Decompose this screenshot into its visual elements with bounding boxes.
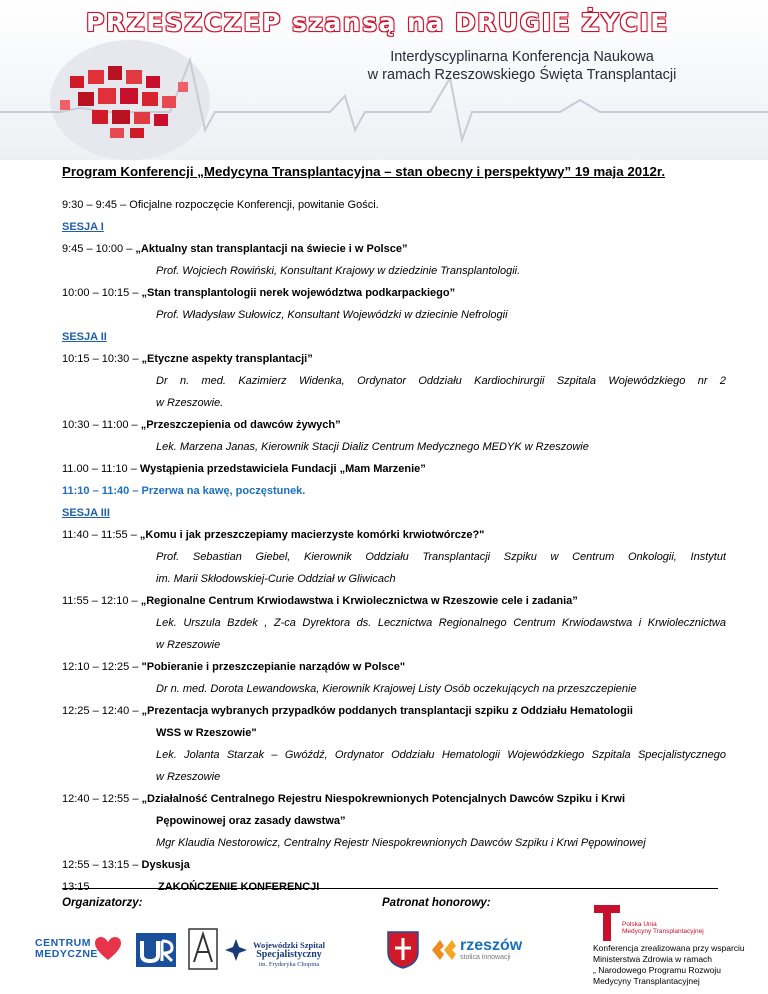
speaker: Mgr Klaudia Nestorowicz, Centralny Rejestr Niespokrewnionych Dawców Szpiku i Krwi Pępowinowej	[156, 837, 646, 849]
logo-subtext: stolica innowacji	[460, 954, 511, 961]
speaker: Prof. Wojciech Rowiński, Konsultant Krajowy w dziedzinie Transplantologii.	[156, 265, 521, 277]
hospital-cross-icon	[224, 938, 248, 962]
speaker: Lek. Jolanta Starzak – Gwóźdź, Ordynator Oddziału Hematologii Wojewódzkiego Szpitala Specjalistycznego	[156, 749, 726, 761]
talk-title: „Przeszczepienia od dawców żywych”	[140, 419, 341, 431]
coat-of-arms-icon	[386, 930, 420, 970]
agenda-time: 10:30 – 11:00 –	[62, 419, 141, 431]
agenda-time: 10:15 – 10:30 –	[62, 353, 142, 365]
agenda-time: 10:00 – 10:15 –	[62, 287, 142, 299]
footer-divider	[62, 888, 718, 889]
talk-title: Wystąpienia przedstawiciela Fundacji „Mam Marzenie”	[139, 463, 426, 475]
subtitle-line: w ramach Rzeszowskiego Święta Transplantacji	[367, 67, 677, 83]
agenda-item	[62, 876, 726, 898]
support-line: Konferencja zrealizowana przy wsparciu	[593, 943, 745, 953]
speaker: Prof. Władysław Sułowicz, Konsultant Wojewódzki w dziecinie Nefrologii	[156, 309, 508, 321]
agenda-item	[62, 700, 726, 722]
university-logo-icon	[136, 933, 176, 967]
agenda-item	[62, 656, 726, 678]
patronage-label: Patronat honorowy:	[382, 897, 491, 909]
speaker: Lek. Urszula Bzdek , Z-ca Dyrektora ds. Lecznictwa Regionalnego Centrum Krwiodawstwa i Krwiolecznictwa	[156, 617, 726, 629]
talk-title: „Komu i jak przeszczepiamy macierzyste komórki krwiotwórcze?"	[139, 529, 485, 541]
main-title: PRZESZCZEP szansą na DRUGIE ŻYCIE	[86, 8, 669, 37]
agenda-item: 9:30 – 9:45 – Oficjalne rozpoczęcie Konferencji, powitanie Gości.	[62, 199, 379, 211]
agenda-time: 9:45 – 10:00 –	[62, 243, 136, 255]
logo-text: Medycyny Transplantacyjnej	[622, 928, 704, 935]
talk-title: „Aktualny stan transplantacji na świecie i w Polsce”	[135, 243, 408, 255]
program-agenda	[62, 194, 726, 898]
header-banner	[0, 0, 768, 160]
wss-logo	[252, 940, 326, 970]
organizers-label: Organizatorzy:	[62, 897, 143, 909]
agenda-item	[62, 282, 726, 304]
agenda-item	[62, 590, 726, 612]
logo-text: Specjalistyczny	[256, 949, 322, 960]
talk-title: „Stan transplantologii nerek województwa podkarpackiego”	[141, 287, 456, 299]
speaker: Lek. Marzena Janas, Kierownik Stacji Dializ Centrum Medycznego MEDYK w Rzeszowie	[156, 441, 589, 453]
talk-title: „Działalność Centralnego Rejestru Niespokrewnionych Potencjalnych Dawców Szpiku i Krwi	[141, 793, 626, 805]
agenda-time: 11:55 – 12:10 –	[62, 595, 141, 607]
talk-title-continued: Pępowinowej oraz zasady dawstwa”	[156, 815, 346, 827]
agenda-time: 12:55 – 13:15 –	[62, 859, 142, 871]
speaker-continued: w Rzeszowie	[156, 639, 221, 651]
agenda-time: 12:25 – 12:40 –	[62, 705, 142, 717]
pumt-logo-text	[622, 921, 704, 935]
subtitle-line: Interdyscyplinarna Konferencja Naukowa	[390, 49, 654, 65]
speaker-continued: im. Marii Skłodowskiej-Curie Oddział w Gliwicach	[156, 573, 396, 585]
talk-title: Dyskusja	[141, 859, 190, 871]
agenda-item	[62, 854, 726, 876]
session-heading: SESJA I	[62, 221, 104, 233]
talk-title: „Regionalne Centrum Krwiodawstwa i Krwiolecznictwa w Rzeszowie cele i zadania”	[140, 595, 578, 607]
agenda-item	[62, 458, 726, 480]
agenda-item	[62, 348, 726, 370]
agenda-time: 12:10 – 12:25 –	[62, 661, 142, 673]
logo-text: MEDYCZNE	[35, 948, 98, 960]
talk-title: „Etyczne aspekty transplantacji”	[141, 353, 313, 365]
rzeszow-mark-icon	[430, 938, 458, 962]
support-note	[593, 943, 763, 987]
coffee-break: 11:10 – 11:40 – Przerwa na kawę, poczęstunek.	[62, 485, 306, 497]
talk-title: "Pobieranie i przeszczepianie narządów w Polsce"	[141, 661, 406, 673]
support-line: „ Narodowego Programu Rozwoju	[593, 965, 722, 975]
agenda-time: 11:40 – 11:55 –	[62, 529, 140, 541]
logo-text: CENTRUM	[35, 937, 91, 949]
program-title: Program Konferencji „Medycyna Transplantacyjna – stan obecny i perspektywy” 19 maja 2012r.	[62, 164, 666, 179]
agenda-item	[62, 414, 726, 436]
agenda-time: 13:15	[62, 881, 90, 893]
support-line: Medycyny Transplantacyjnej	[593, 976, 700, 986]
logo-text: rzeszów	[460, 937, 523, 954]
logo-text: im. Fryderyka Chopina	[258, 961, 320, 968]
college-logo-icon	[188, 928, 218, 970]
pumt-logo-icon	[594, 905, 620, 941]
session-heading: SESJA II	[62, 331, 107, 343]
centrum-medyczne-logo	[35, 938, 98, 960]
support-line: Ministerstwa Zdrowia w ramach	[593, 954, 713, 964]
agenda-time: 12:40 – 12:55 –	[62, 793, 142, 805]
agenda-item	[62, 238, 726, 260]
speaker: Prof. Sebastian Giebel, Kierownik Oddziału Transplantacji Szpiku w Centrum Onkologii, Instytut	[156, 551, 726, 563]
session-heading: SESJA III	[62, 507, 110, 519]
talk-title: „Prezentacja wybranych przypadków poddanych transplantacji szpiku z Oddziału Hematologii	[141, 705, 633, 717]
heart-logo-icon	[94, 936, 122, 962]
agenda-item	[62, 788, 726, 810]
logo-text: Wojewódzki Szpital	[252, 940, 326, 950]
speaker-continued: w Rzeszowie	[156, 771, 221, 783]
speaker-continued: w Rzeszowie.	[156, 397, 224, 409]
logo-text: Polska Unia	[622, 921, 657, 928]
speaker: Dr n. med. Kazimierz Widenka, Ordynator Oddziału Kardiochirurgii Szpitala Wojewódzkiego nr 2	[156, 375, 726, 387]
agenda-item	[62, 524, 726, 546]
conference-subtitle	[352, 48, 692, 84]
speaker: Dr n. med. Dorota Lewandowska, Kierownik Krajowej Listy Osób oczekujących na przeszczepienie	[156, 683, 637, 695]
rzeszow-logo	[460, 938, 522, 962]
talk-title-continued: WSS w Rzeszowie"	[156, 727, 257, 739]
agenda-time: 11.00 – 11:10 –	[62, 463, 140, 475]
closing-title: ZAKOŃCZENIE KONFERENCJI	[158, 881, 320, 893]
